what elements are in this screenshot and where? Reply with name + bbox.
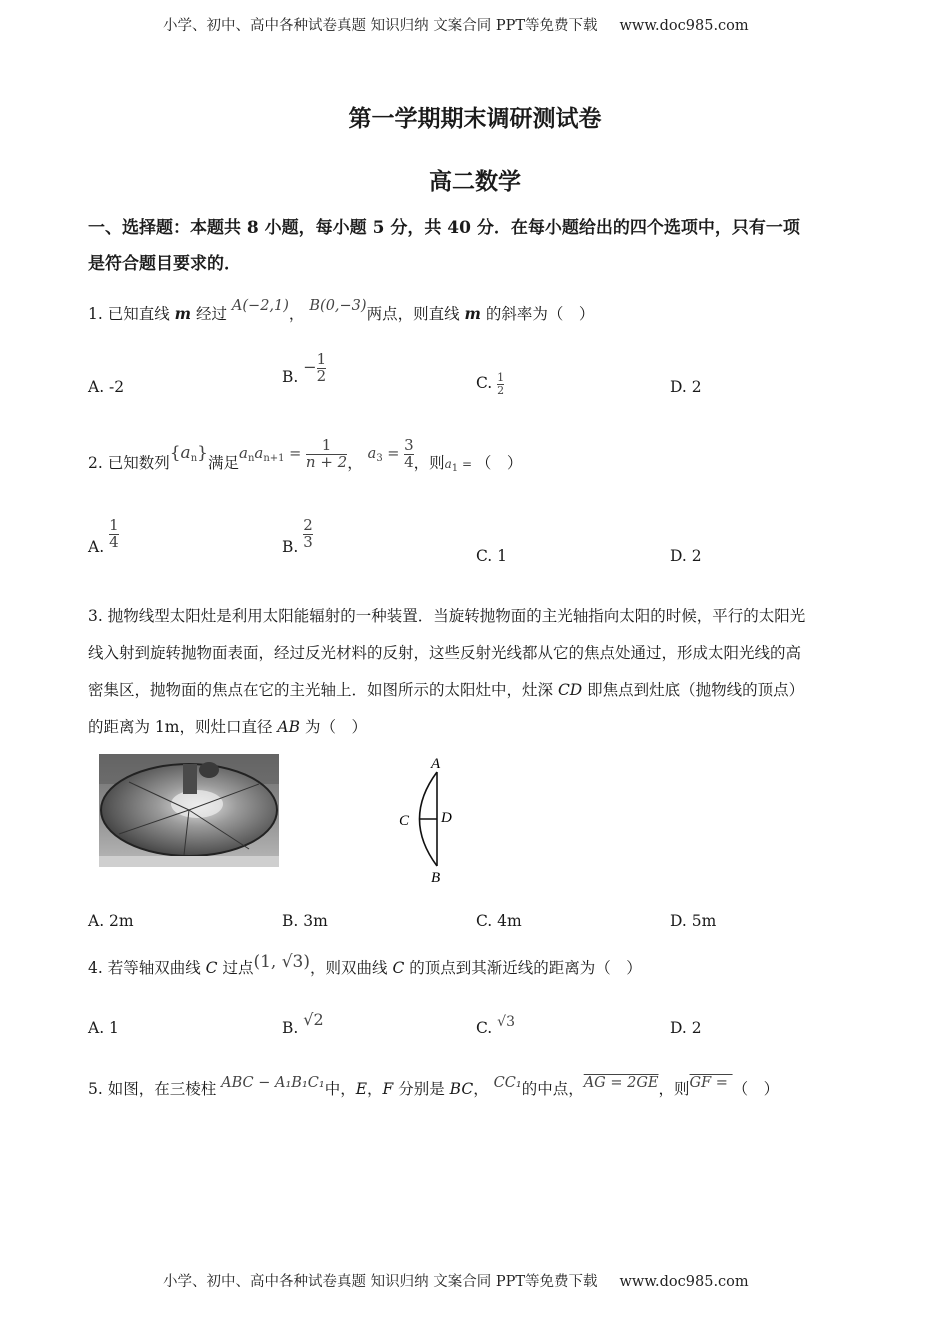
q5-var-e: E (355, 1080, 368, 1098)
section-heading-line2: 是符合题目要求的． (88, 254, 241, 274)
q1-c-den: 2 (497, 383, 505, 397)
q1-option-b-sign: − (303, 357, 317, 377)
page-header (163, 14, 749, 35)
q5-text-2: 中， (324, 1080, 356, 1098)
q2-a-num: 1 (109, 516, 119, 534)
q2-b-den: 3 (303, 532, 313, 551)
section-heading (88, 210, 868, 282)
q4-text-2: 过点 (217, 959, 254, 977)
q2-seq-n: n (190, 453, 198, 465)
q2-a3 (367, 446, 383, 465)
q3-option-d: D. 5m (670, 912, 717, 930)
q2-lhs-sub2: n+1 (263, 453, 285, 465)
label-b: B (431, 870, 441, 886)
q3-line-4-b: 为（ ） (300, 718, 367, 736)
q4-var-c-2: C (392, 959, 405, 977)
q2-brace-close: } (197, 443, 208, 464)
q1-option-d: D. 2 (670, 378, 702, 396)
q1-var-m-2: m (464, 304, 481, 323)
q2-text-4: （ ） (475, 454, 523, 473)
q2-a3-fraction (404, 438, 414, 471)
q2-a1-a: a (444, 457, 452, 472)
label-d: D (441, 810, 452, 826)
q1-b-den: 2 (316, 366, 327, 385)
q2-a3-den: 4 (404, 452, 414, 471)
q2-option-b (282, 516, 313, 557)
q3-line-1: 3. 抛物线型太阳灶是利用太阳能辐射的一种装置．当旋转抛物面的主光轴指向太阳的时候，平行的太阳光 (88, 607, 806, 625)
question-4 (88, 952, 642, 980)
q1-option-c-label: C. (476, 374, 498, 392)
q1-comma: ， (288, 305, 305, 323)
q1-b-num: 1 (316, 350, 327, 368)
q2-sequence (170, 443, 208, 463)
q3-cd: CD (557, 681, 583, 699)
q1-point-b: B(0,−3) (309, 298, 367, 314)
q3-option-b: B. 3m (282, 912, 328, 930)
q3-line-3-a: 密集区，抛物面的焦点在它的主光轴上．如图所示的太阳灶中，灶深 (88, 681, 558, 699)
q1-point-a: A(−2,1) (231, 298, 289, 314)
q4-text-1: 4. 若等轴双曲线 (88, 959, 206, 977)
q4-point: (1, √3) (253, 952, 311, 972)
q5-vector-eq: AG = 2GE (583, 1075, 659, 1091)
question-2 (88, 434, 523, 475)
header-site: www.doc985.com (619, 18, 749, 34)
q5-text-5: 的中点， (521, 1080, 584, 1098)
q2-brace-open: { (169, 443, 181, 464)
q2-text-2: 满足 (207, 454, 239, 473)
q5-var-f: F (382, 1080, 394, 1098)
q5-sep: ， (367, 1080, 383, 1098)
question-3 (88, 598, 878, 746)
q2-a1 (444, 457, 459, 475)
q2-option-b-label: B. (282, 538, 304, 557)
q2-option-a-fraction (109, 518, 119, 551)
q2-lhs-sub1: n (247, 453, 255, 465)
q1-text-2: 经过 (191, 305, 232, 323)
q4-option-c-label: C. (476, 1019, 498, 1037)
q3-line-3 (88, 672, 878, 709)
q2-seq-a: a (180, 443, 191, 464)
q4-option-c (476, 1016, 515, 1041)
q5-text-6: ，则 (658, 1080, 690, 1098)
q5-prism: ABC − A₁B₁C₁ (221, 1075, 325, 1091)
q1-option-b-label: B. (282, 368, 304, 387)
q1-c-num: 1 (497, 370, 505, 384)
parabola-diagram (392, 752, 462, 886)
q2-eq3: = (458, 457, 476, 472)
q3-option-a: A. 2m (88, 912, 134, 930)
q3-option-c: C. 4m (476, 912, 522, 930)
q2-comma: ， (347, 454, 363, 473)
q2-option-b-fraction (303, 518, 313, 551)
q4-option-b (282, 1010, 324, 1040)
q5-text-7: （ ） (732, 1080, 780, 1098)
q3-line-4-a: 的距离为 1m，则灶口直径 (88, 718, 278, 736)
q2-a3-num: 3 (404, 436, 414, 454)
q2-option-d: D. 2 (670, 547, 702, 565)
exam-subtitle: 高二数学 (429, 168, 521, 195)
label-c: C (399, 813, 410, 829)
q5-cc1: CC₁ (493, 1075, 522, 1091)
footer-text: 小学、初中、高中各种试卷真题 知识归纳 文案合同 PPT等免费下载 (163, 1274, 598, 1290)
q2-lhs-a1: a (238, 444, 248, 463)
q4-option-b-value: √2 (303, 1010, 324, 1029)
q2-eq2: = (382, 446, 405, 463)
q2-a3-a: a (367, 446, 377, 463)
q2-rhs-fraction (306, 438, 347, 471)
q4-option-d: D. 2 (670, 1019, 702, 1037)
q2-text-1: 2. 已知数列 (88, 454, 170, 473)
q2-lhs-a2: a (254, 444, 264, 463)
q1-text-3: 两点，则直线 (366, 305, 465, 323)
q3-line-3-b: 即焦点到灶底（抛物线的顶点） (582, 681, 805, 699)
q2-option-a (88, 516, 119, 557)
q2-a1-sub: 1 (451, 463, 459, 475)
q1-option-b (282, 352, 326, 385)
footer-site: www.doc985.com (619, 1274, 749, 1290)
question-1 (88, 298, 595, 327)
q2-a3-sub: 3 (376, 453, 383, 465)
q5-text-3: 分别是 (393, 1080, 450, 1098)
q2-text-3: ，则 (413, 454, 445, 473)
q1-option-c (476, 371, 504, 396)
q4-var-c: C (205, 959, 218, 977)
q5-text-1: 5. 如图，在三棱柱 (88, 1080, 222, 1098)
q2-rhs-num: 1 (321, 436, 332, 454)
q5-text-4: ， (473, 1080, 489, 1098)
section-heading-line1: 一、选择题：本题共 8 小题，每小题 5 分，共 40 分．在每小题给出的四个选项中，只有一项 (88, 218, 800, 238)
q2-lhs (238, 444, 285, 465)
q2-a-den: 4 (109, 532, 119, 551)
q2-option-c: C. 1 (476, 547, 508, 565)
page-footer (163, 1270, 749, 1291)
q4-option-c-value: √3 (497, 1014, 515, 1030)
header-text: 小学、初中、高中各种试卷真题 知识归纳 文案合同 PPT等免费下载 (163, 18, 598, 34)
q1-text-4: 的斜率为（ ） (480, 305, 595, 323)
q4-option-b-label: B. (282, 1019, 304, 1037)
q1-var-m: m (174, 304, 192, 323)
q1-option-a: A. -2 (88, 378, 125, 396)
exam-title: 第一学期期末调研测试卷 (348, 105, 602, 132)
q4-option-a: A. 1 (88, 1019, 119, 1037)
q2-eq: = (284, 446, 306, 463)
q1-option-c-fraction (497, 372, 504, 396)
label-a: A (431, 756, 441, 772)
q2-rhs-den: n + 2 (305, 452, 348, 471)
q4-text-4: 的顶点到其渐近线的距离为（ ） (404, 959, 642, 977)
q2-option-a-label: A. (88, 538, 110, 557)
question-5 (88, 1077, 779, 1102)
q1-text-1: 1. 已知直线 (88, 305, 175, 323)
solar-cooker-photo (99, 754, 279, 867)
q3-line-2: 线入射到旋转抛物面表面，经过反光材料的反射，这些反射光线都从它的焦点处通过，形成太阳光线的高 (88, 644, 802, 662)
q5-bc: BC (449, 1080, 474, 1098)
q2-b-num: 2 (303, 516, 313, 534)
q3-line-4 (88, 709, 878, 746)
q4-text-3: ，则双曲线 (310, 959, 393, 977)
q1-option-b-fraction (317, 352, 327, 385)
q3-ab: AB (277, 718, 301, 736)
q5-gf: GF = (689, 1075, 733, 1091)
